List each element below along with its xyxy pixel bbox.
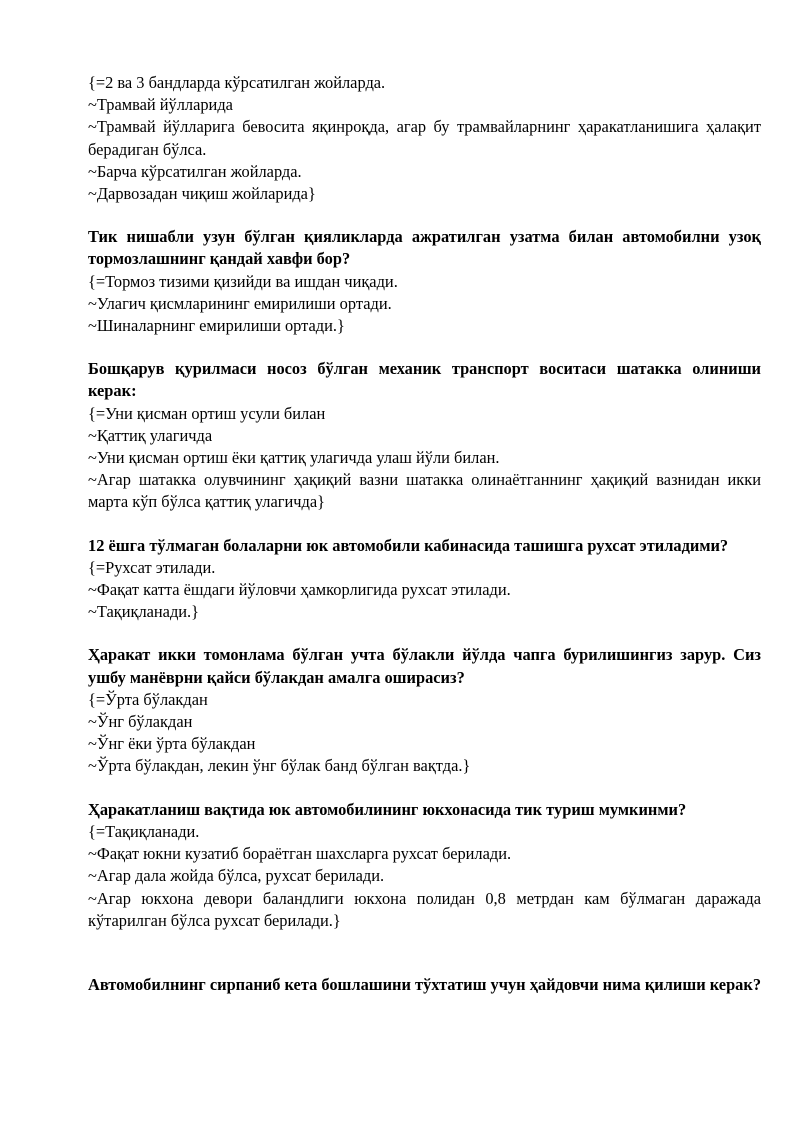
answer-line: ~Шиналарнинг емирилиши ортади.}	[88, 316, 345, 336]
question-text: Автомобилнинг сирпаниб кета бошлашини тўхтатиш учун ҳайдовчи нима қилиши керак?	[88, 974, 762, 994]
question-block-2	[88, 226, 761, 337]
answer-line: ~Қаттиқ улагичда	[88, 425, 213, 445]
question-block-6	[88, 799, 761, 932]
answer-line: ~Ўнг бўлакдан	[88, 712, 193, 732]
document-page	[88, 72, 761, 996]
answer-line: ~Агар юкхона девори баландлиги юкхона полидан 0,8 метрдан кам бўлмаган даражада кўтарилган бўлса рухсат берилади.}	[88, 888, 761, 930]
question-block-7	[88, 974, 761, 996]
answer-line: ~Агар шатакка олувчининг ҳақиқий вазни шатакка олинаётганнинг ҳақиқий вазнидан икки марта кўп бўлса қаттиқ улагичда}	[88, 470, 761, 512]
answer-line: ~Агар дала жойда бўлса, рухсат берилади.	[88, 866, 385, 886]
answer-line: {=Рухсат этилади.	[88, 557, 216, 577]
question-block-1	[88, 72, 761, 205]
question-text: Бошқарув қурилмаси носоз бўлган механик транспорт воситаси шатакка олиниши керак:	[88, 359, 761, 401]
question-text: Тик нишабли узун бўлган қияликларда ажратилган узатма билан автомобилни узоқ тормозлашнинг қандай хавфи бор?	[88, 227, 761, 269]
answer-line: ~Фақат катта ёшдаги йўловчи ҳамкорлигида рухсат этилади.	[88, 580, 511, 600]
answer-line: {=Уни қисман ортиш усули билан	[88, 403, 326, 423]
answer-line: ~Тақиқланади.}	[88, 602, 200, 622]
question-block-3	[88, 358, 761, 513]
answer-line: ~Трамвай йўлларига бевосита яқинроқда, агар бу трамвайларнинг ҳаракатланишига ҳалақит берадиган бўлса.	[88, 117, 761, 159]
answer-line: {=Тормоз тизими қизийди ва ишдан чиқади.	[88, 271, 398, 291]
question-text: Ҳаракатланиш вақтида юк автомобилининг юкхонасида тик туриш мумкинми?	[88, 799, 687, 819]
answer-line: ~Барча кўрсатилган жойларда.	[88, 161, 302, 181]
answer-line: ~Фақат юкни кузатиб бораётган шахсларга рухсат берилади.	[88, 844, 512, 864]
answer-line: ~Трамвай йўлларида	[88, 95, 233, 115]
answer-line: ~Дарвозадан чиқиш жойларида}	[88, 184, 316, 204]
answer-line: ~Ўнг ёки ўрта бўлакдан	[88, 734, 256, 754]
question-text: Ҳаракат икки томонлама бўлган учта бўлакли йўлда чапга бурилишингиз зарур. Сиз ушбу манёврни қайси бўлакдан амалга оширасиз?	[88, 645, 761, 687]
answer-line: ~Ўрта бўлакдан, лекин ўнг бўлак банд бўлган вақтда.}	[88, 756, 471, 776]
answer-line: ~Улагич қисмларининг емирилиши ортади.	[88, 293, 392, 313]
answer-line: ~Уни қисман ортиш ёки қаттиқ улагичда улаш йўли билан.	[88, 448, 500, 468]
answer-line: {=2 ва 3 бандларда кўрсатилган жойларда.	[88, 73, 386, 92]
answer-line: {=Ўрта бўлакдан	[88, 689, 208, 709]
question-block-5	[88, 644, 761, 777]
question-block-4	[88, 535, 761, 624]
question-text: 12 ёшга тўлмаган болаларни юк автомобили кабинасида ташишга рухсат этиладими?	[88, 535, 729, 555]
answer-line: {=Тақиқланади.	[88, 821, 200, 841]
